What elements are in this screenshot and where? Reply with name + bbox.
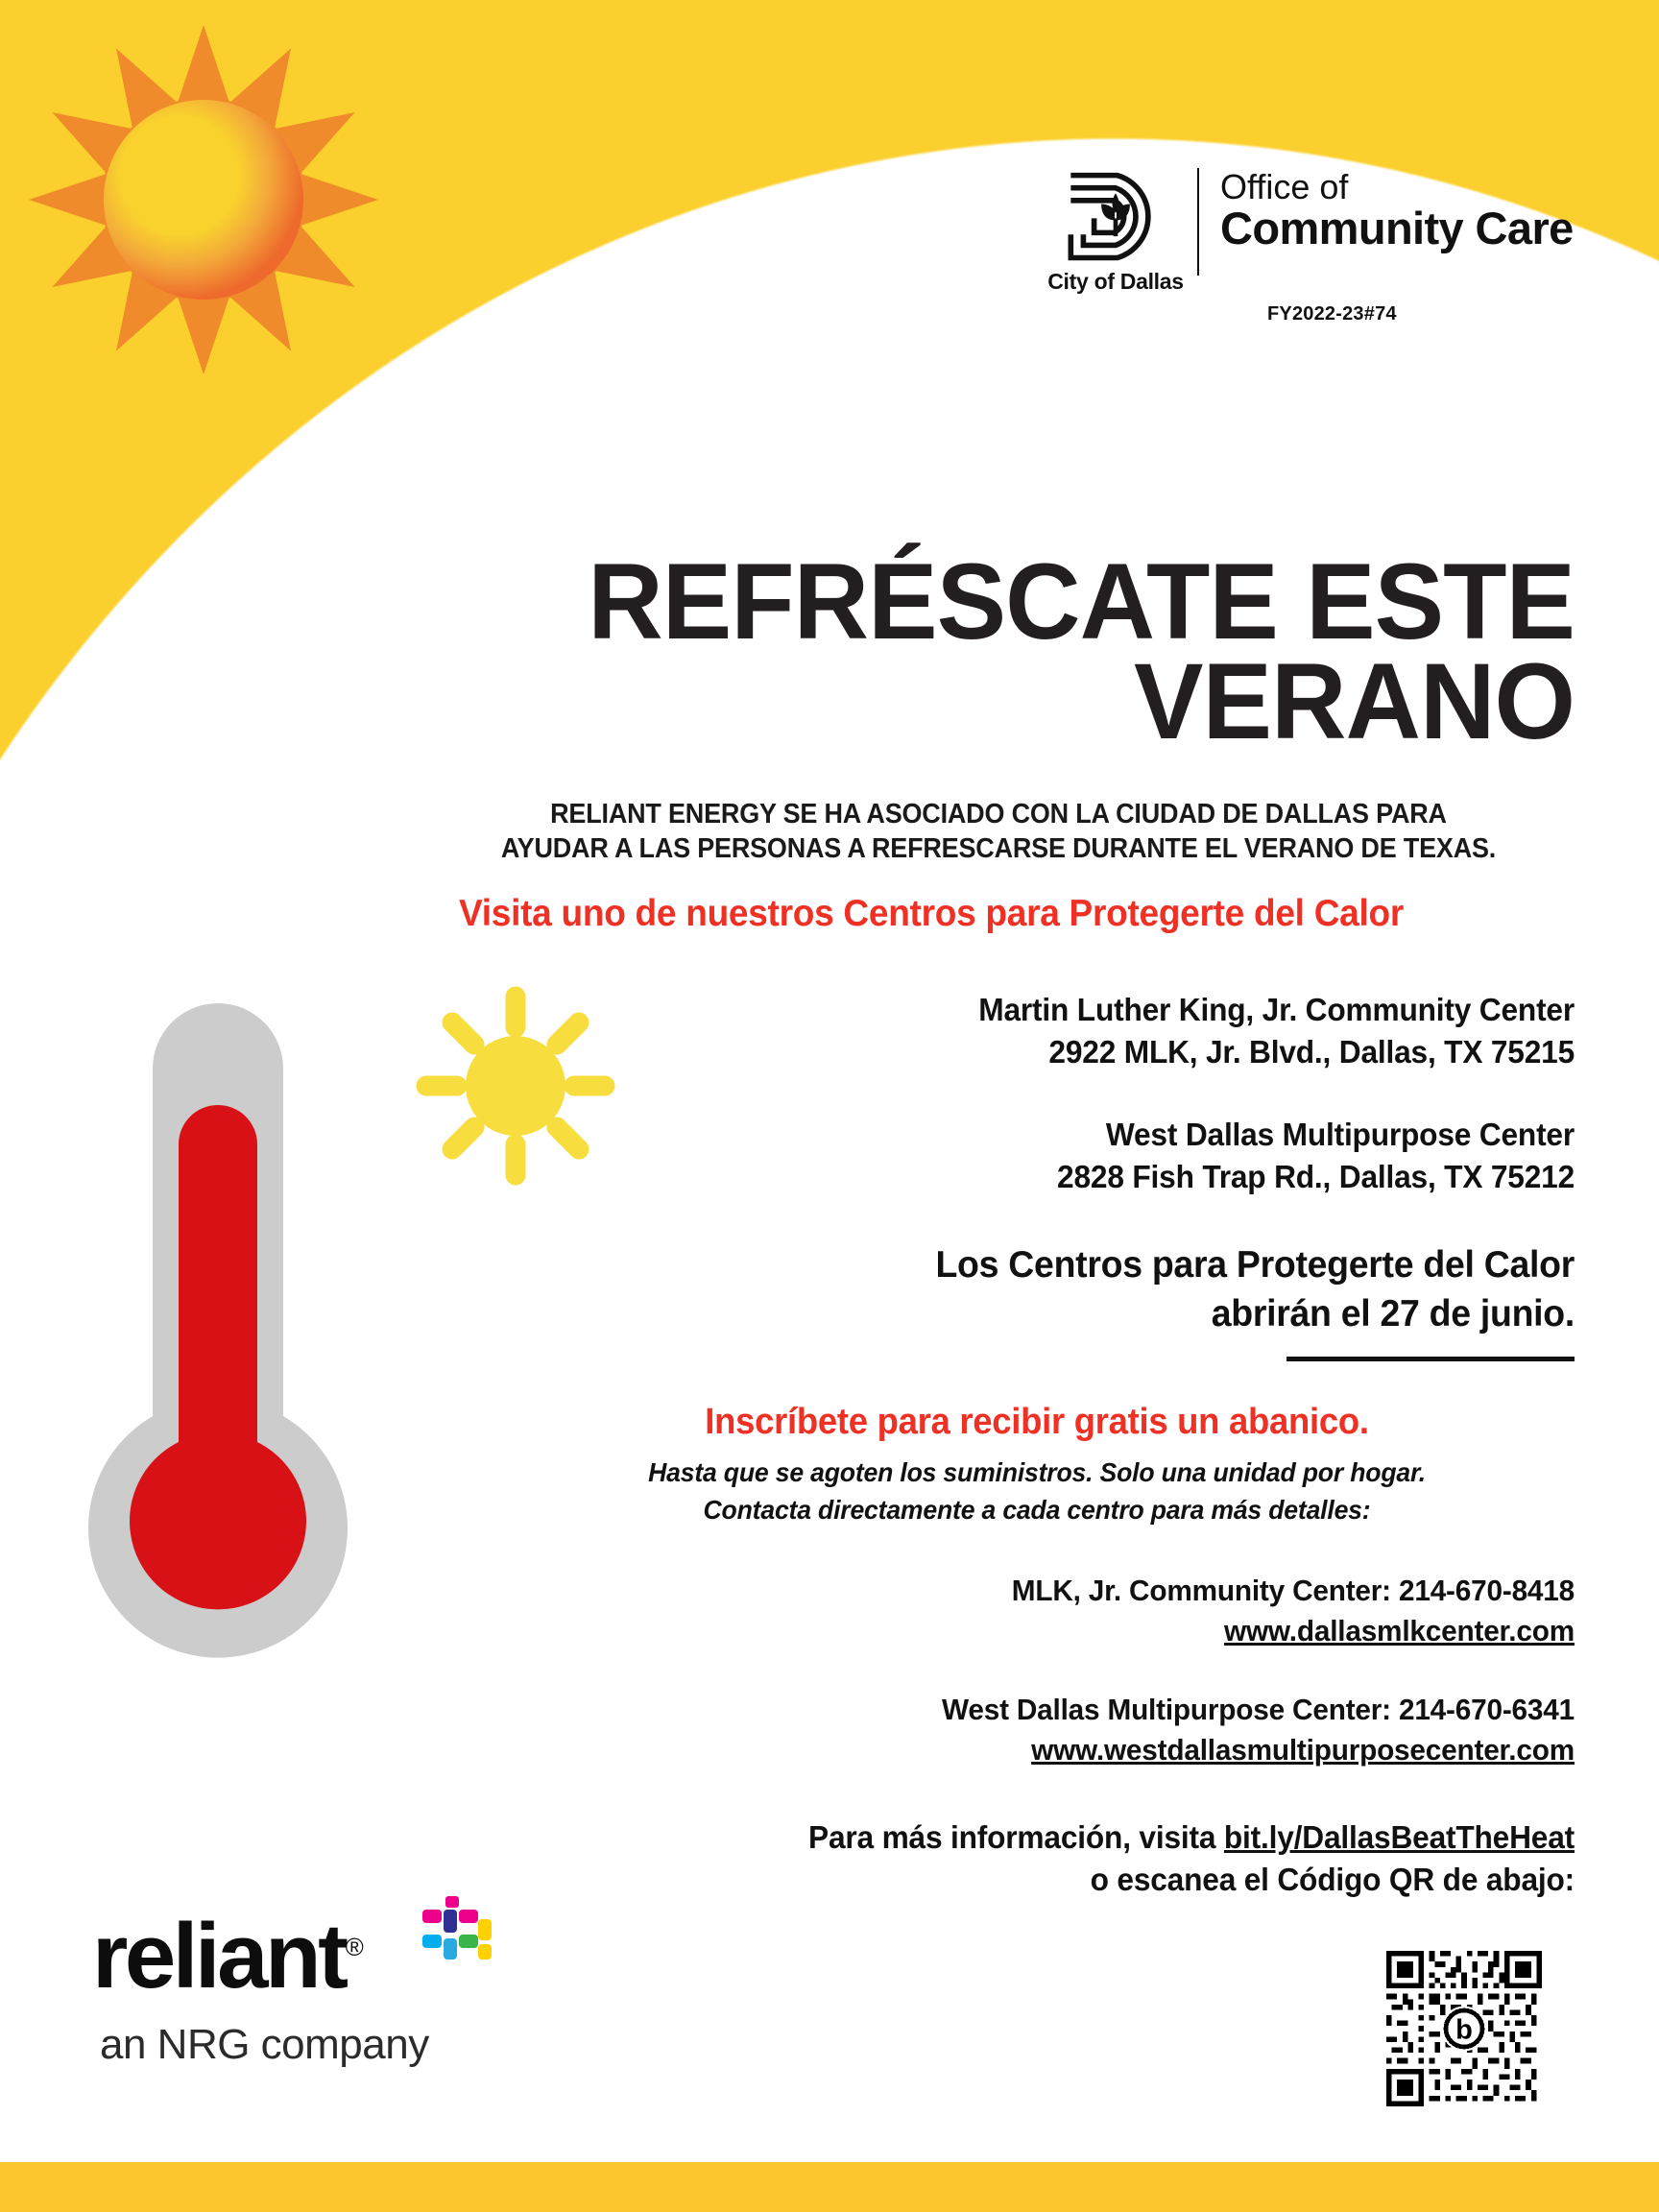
more-info-block bbox=[542, 1816, 1575, 1901]
community-care-label: Community Care bbox=[1220, 202, 1574, 253]
contact-url[interactable]: www.westdallasmultipurposecenter.com bbox=[1031, 1733, 1575, 1767]
center-address: 2828 Fish Trap Rd., Dallas, TX 75212 bbox=[1057, 1158, 1575, 1194]
headline-line-2: VERANO bbox=[1134, 641, 1575, 762]
center-name: West Dallas Multipurpose Center bbox=[1105, 1116, 1575, 1152]
signup-fineprint bbox=[526, 1455, 1548, 1528]
opening-date-block bbox=[542, 1240, 1575, 1340]
more-info-line-1 bbox=[542, 1816, 1575, 1859]
more-info-line-2: o escanea el Código QR de abajo: bbox=[1090, 1861, 1575, 1897]
qr-center-glyph: b bbox=[1455, 2014, 1473, 2046]
opening-line-2: abrirán el 27 de junio. bbox=[1211, 1293, 1575, 1335]
more-info-url[interactable]: bit.ly/DallasBeatTheHeat bbox=[1223, 1818, 1575, 1855]
opening-line-1: Los Centros para Protegerte del Calor bbox=[935, 1243, 1575, 1286]
reliant-wordmark-text: reliant bbox=[92, 1905, 346, 2008]
signup-headline: Inscríbete para recibir gratis un abanico. bbox=[705, 1402, 1369, 1443]
center-address: 2922 MLK, Jr. Blvd., Dallas, TX 75215 bbox=[1048, 1033, 1575, 1070]
kicker-line-1: RELIANT ENERGY SE HA ASOCIADO CON LA CIUDAD DE DALLAS PARA bbox=[550, 799, 1447, 830]
contact-label: West Dallas Multipurpose Center: 214-670-6341 bbox=[941, 1693, 1575, 1727]
center-listing bbox=[542, 989, 1575, 1073]
more-info-prefix: Para más información, visita bbox=[808, 1818, 1224, 1855]
office-of-label: Office of bbox=[1220, 167, 1349, 206]
center-name: Martin Luther King, Jr. Community Center bbox=[978, 992, 1575, 1027]
reliant-logo bbox=[92, 1905, 429, 2068]
contact-url[interactable]: www.dallasmlkcenter.com bbox=[1224, 1614, 1575, 1648]
reliant-wordmark bbox=[92, 1905, 429, 2008]
info-column bbox=[499, 989, 1575, 1901]
reliant-pixel-mark-icon bbox=[422, 1896, 492, 1970]
contact-entry bbox=[542, 1690, 1575, 1770]
contact-entry bbox=[542, 1571, 1575, 1651]
kicker-line-2: AYUDAR A LAS PERSONAS A REFRESCARSE DURANTE EL VERANO DE TEXAS. bbox=[500, 833, 1497, 865]
fineprint-line-2: Contacta directamente a cada centro para más detalles: bbox=[703, 1494, 1371, 1525]
bottom-accent-bar bbox=[0, 2162, 1659, 2212]
kicker-text bbox=[463, 797, 1534, 867]
fiscal-year-code: FY2022-23#74 bbox=[1267, 303, 1397, 325]
fineprint-line-1: Hasta que se agoten los suministros. Solo una unidad por hogar. bbox=[648, 1457, 1426, 1488]
contact-label: MLK, Jr. Community Center: 214-670-8418 bbox=[1011, 1574, 1575, 1608]
reliant-tagline: an NRG company bbox=[100, 2021, 429, 2068]
divider-rule bbox=[1286, 1357, 1575, 1361]
page-title bbox=[439, 541, 1575, 762]
headline-line-1: REFRÉSCATE ESTE bbox=[588, 541, 1575, 661]
registered-trademark-icon: ® bbox=[345, 1933, 364, 1961]
red-subheadline: Visita uno de nuestros Centros para Protegerte del Calor bbox=[459, 893, 1404, 934]
center-listing bbox=[542, 1114, 1575, 1198]
qr-code[interactable] bbox=[1386, 1951, 1542, 2106]
city-of-dallas-label: City of Dallas bbox=[1047, 269, 1184, 294]
